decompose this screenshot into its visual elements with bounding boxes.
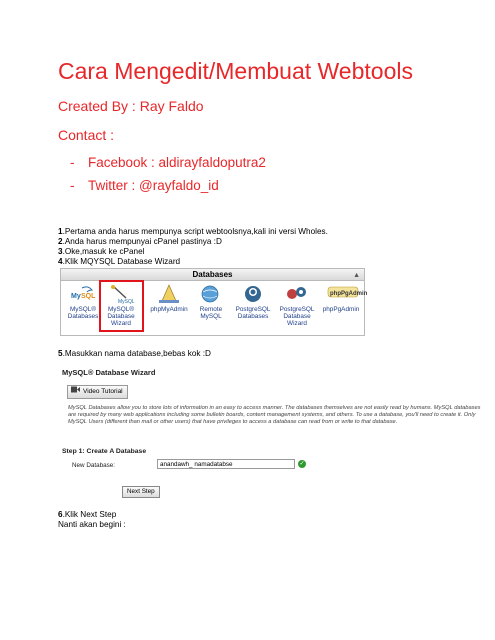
postgresql-elephant-icon: [240, 284, 266, 304]
svg-text:My: My: [71, 293, 81, 300]
video-tutorial-label: Video Tutorial: [83, 388, 123, 395]
step-5: 5.Masukkan nama database,bebas kok :D: [58, 349, 211, 358]
wizard-highlight-box: [99, 280, 144, 332]
wizard-title: MySQL® Database Wizard: [62, 368, 156, 377]
step-item: 1.Pertama anda harus mempunya script webtoolsnya,kali ini versi Wholes.: [58, 227, 328, 236]
step-6: 6.Klik Next Step: [58, 510, 117, 519]
postgresql-wizard-icon: [284, 284, 310, 304]
bullet-dash: -: [70, 178, 75, 193]
after-text: Nanti akan begini :: [58, 520, 126, 529]
contact-facebook: [70, 155, 266, 170]
postgresql-database-wizard-link[interactable]: PostgreSQL Database Wizard: [275, 284, 319, 327]
wizard-description: MySQL Databases allow you to store lots of information in an easy to access manner. The databases themselves are not easily read by humans. MySQL databases are required by many web applications including some bulletin boards, content management systems, and others. To use a database, you'll need to create it. Only MySQL Users (different than mail or other users) that have privileges to access a database can read from or write to that database.: [68, 405, 481, 426]
collapse-triangle-icon[interactable]: ▲: [353, 272, 360, 279]
contact-heading: Contact :: [58, 127, 115, 143]
mysql-wizard-panel: [62, 368, 492, 506]
steps-list: [58, 227, 328, 267]
databases-panel: [60, 268, 368, 336]
step-item: 4.Klik MQYSQL Database Wizard: [58, 257, 181, 266]
phpmyadmin-sail-icon: [156, 284, 182, 304]
step1-heading: Step 1: Create A Database: [62, 448, 147, 455]
postgresql-databases-link[interactable]: PostgreSQL Databases: [231, 284, 275, 320]
contact-twitter: [70, 178, 219, 193]
db-name-value: namadatabse: [194, 461, 233, 468]
remote-mysql-globe-icon: [198, 284, 224, 304]
bullet-dash: -: [70, 155, 75, 170]
mysql-databases-link[interactable]: My SQL MySQL® Databases: [61, 284, 105, 320]
step-item: 2.Anda harus mempunyai cPanel pastinya :D: [58, 237, 222, 246]
video-tutorial-button[interactable]: [67, 385, 128, 399]
step-item: 3.Oke,masuk ke cPanel: [58, 247, 145, 256]
mysql-database-wizard-link[interactable]: MySQL MySQL® Database Wizard: [99, 284, 143, 327]
new-database-label: New Database:: [72, 462, 116, 469]
db-prefix: anandawh_: [160, 461, 193, 468]
created-by: Created By : Ray Faldo: [58, 98, 204, 114]
contact-facebook-text: Facebook : aldirayfaldoputra2: [88, 155, 266, 170]
remote-mysql-link[interactable]: Remote MySQL: [189, 284, 233, 320]
contact-twitter-text: Twitter : @rayfaldo_id: [88, 178, 219, 193]
mysql-dolphin-icon: [70, 284, 96, 304]
svg-text:MySQL: MySQL: [118, 299, 135, 305]
phpmyadmin-link[interactable]: phpMyAdmin: [147, 284, 191, 313]
valid-check-icon: ✓: [299, 461, 305, 467]
document-title: Cara Mengedit/Membuat Webtools: [58, 58, 413, 84]
video-icon: [71, 386, 80, 398]
svg-text:phpPgAdmin: phpPgAdmin: [330, 291, 368, 297]
next-step-button[interactable]: Next Step: [122, 486, 160, 498]
svg-text:SQL: SQL: [81, 293, 96, 300]
phppgadmin-link[interactable]: phpPgAdmin phpPgAdmin: [319, 284, 363, 313]
databases-panel-header: Databases ▲: [61, 269, 364, 281]
new-database-input[interactable]: [157, 459, 295, 469]
